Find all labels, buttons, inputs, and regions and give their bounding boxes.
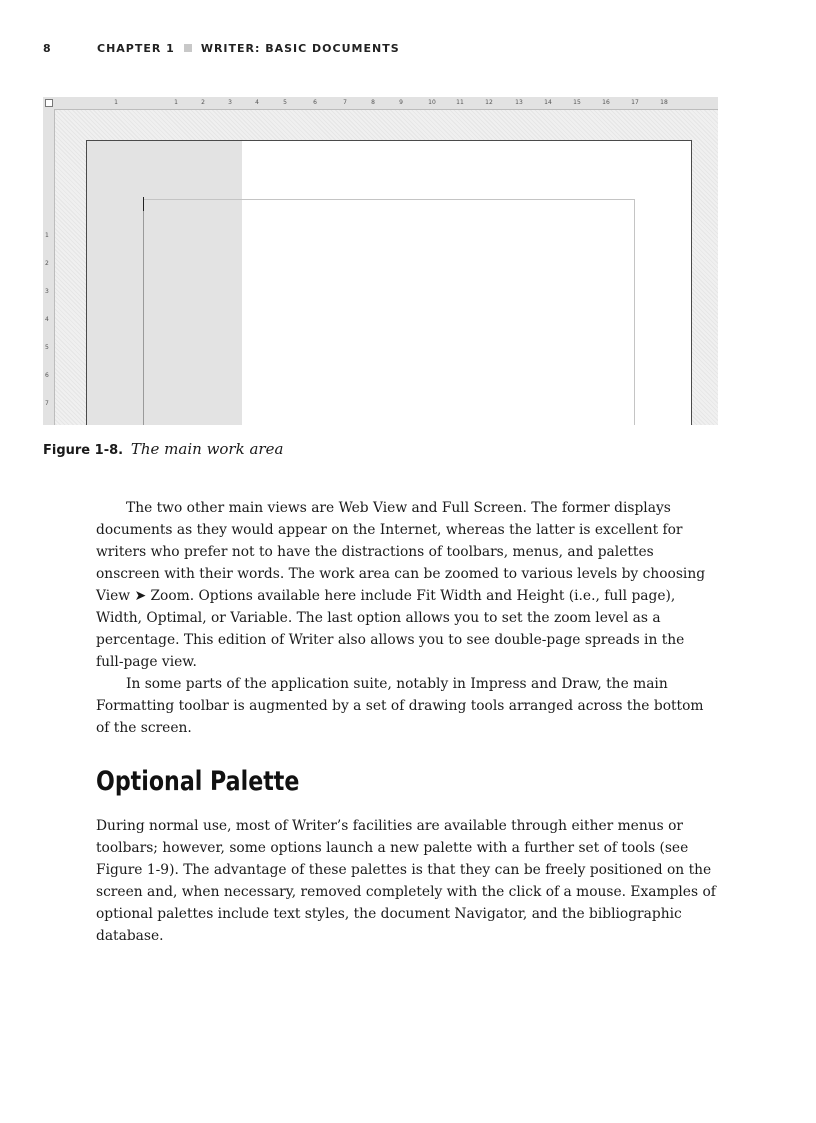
text-cursor — [143, 197, 144, 211]
ruler-label: 6 — [45, 372, 49, 379]
ruler-label: 1 — [174, 99, 178, 106]
caption-title: The main work area — [130, 440, 284, 458]
figure-screenshot — [43, 97, 718, 425]
body-text-intro — [96, 497, 716, 739]
chapter-label: CHAPTER 1 — [97, 41, 175, 55]
horizontal-ruler[interactable] — [43, 97, 718, 110]
ruler-label: 7 — [343, 99, 347, 106]
ruler-label: 4 — [255, 99, 259, 106]
ruler-label: 15 — [573, 99, 581, 106]
ruler-label: 17 — [631, 99, 639, 106]
ruler-label: 5 — [283, 99, 287, 106]
text-boundary — [143, 199, 635, 425]
ruler-label: 18 — [660, 99, 668, 106]
ruler-label: 16 — [602, 99, 610, 106]
ruler-label: 13 — [515, 99, 523, 106]
running-head — [43, 39, 400, 57]
ruler-label: 10 — [428, 99, 436, 106]
section-heading: Optional Palette — [96, 766, 300, 797]
ruler-label: 9 — [399, 99, 403, 106]
ruler-label: 4 — [45, 316, 49, 323]
ruler-label: 3 — [228, 99, 232, 106]
ruler-label: 12 — [485, 99, 493, 106]
page-number: 8 — [43, 41, 52, 55]
paragraph: During normal use, most of Writer’s facilities are available through either menus or toolbars; however, some options launch a new palette with a further set of tools (see Figure 1-9). The advantage of these palettes is that they can be freely positioned on the screen and, when necessary, removed completely with the click of a mouse. Examples of optional palettes include text styles, the document Navigator, and the bibliographic database. — [96, 818, 716, 944]
ruler-label: 1 — [45, 232, 49, 239]
ruler-label: 2 — [201, 99, 205, 106]
document-page[interactable] — [86, 140, 692, 425]
ruler-label: 2 — [45, 260, 49, 267]
tab-stop-selector[interactable] — [45, 99, 53, 107]
chapter-title: WRITER: BASIC DOCUMENTS — [200, 41, 400, 55]
caption-label: Figure 1-8. — [43, 443, 124, 458]
ruler-label: 1 — [114, 99, 118, 106]
body-text-section — [96, 815, 716, 947]
ruler-label: 11 — [456, 99, 464, 106]
ruler-label: 3 — [45, 288, 49, 295]
paragraph: In some parts of the application suite, notably in Impress and Draw, the main Formatting toolbar is augmented by a set of drawing tools arranged across the bottom of the screen. — [96, 676, 704, 736]
ruler-label: 6 — [313, 99, 317, 106]
separator-square-icon — [184, 44, 192, 52]
paragraph: The two other main views are Web View and Full Screen. The former displays documents as they would appear on the Internet, whereas the latter is excellent for writers who prefer not to have the distractions of toolbars, menus, and palettes onscreen with their words. The work area can be zoomed to various levels by choosing View ➤ Zoom. Options available here include Fit Width and Height (i.e., full page), Width, Optimal, or Variable. The last option allows you to set the zoom level as a percentage. This edition of Writer also allows you to see double-page spreads in the full-page view. — [96, 500, 706, 670]
figure-caption — [43, 440, 283, 458]
ruler-label: 7 — [45, 400, 49, 407]
ruler-label: 8 — [371, 99, 375, 106]
ruler-label: 14 — [544, 99, 552, 106]
ruler-label: 5 — [45, 344, 49, 351]
vertical-ruler[interactable] — [43, 109, 55, 425]
